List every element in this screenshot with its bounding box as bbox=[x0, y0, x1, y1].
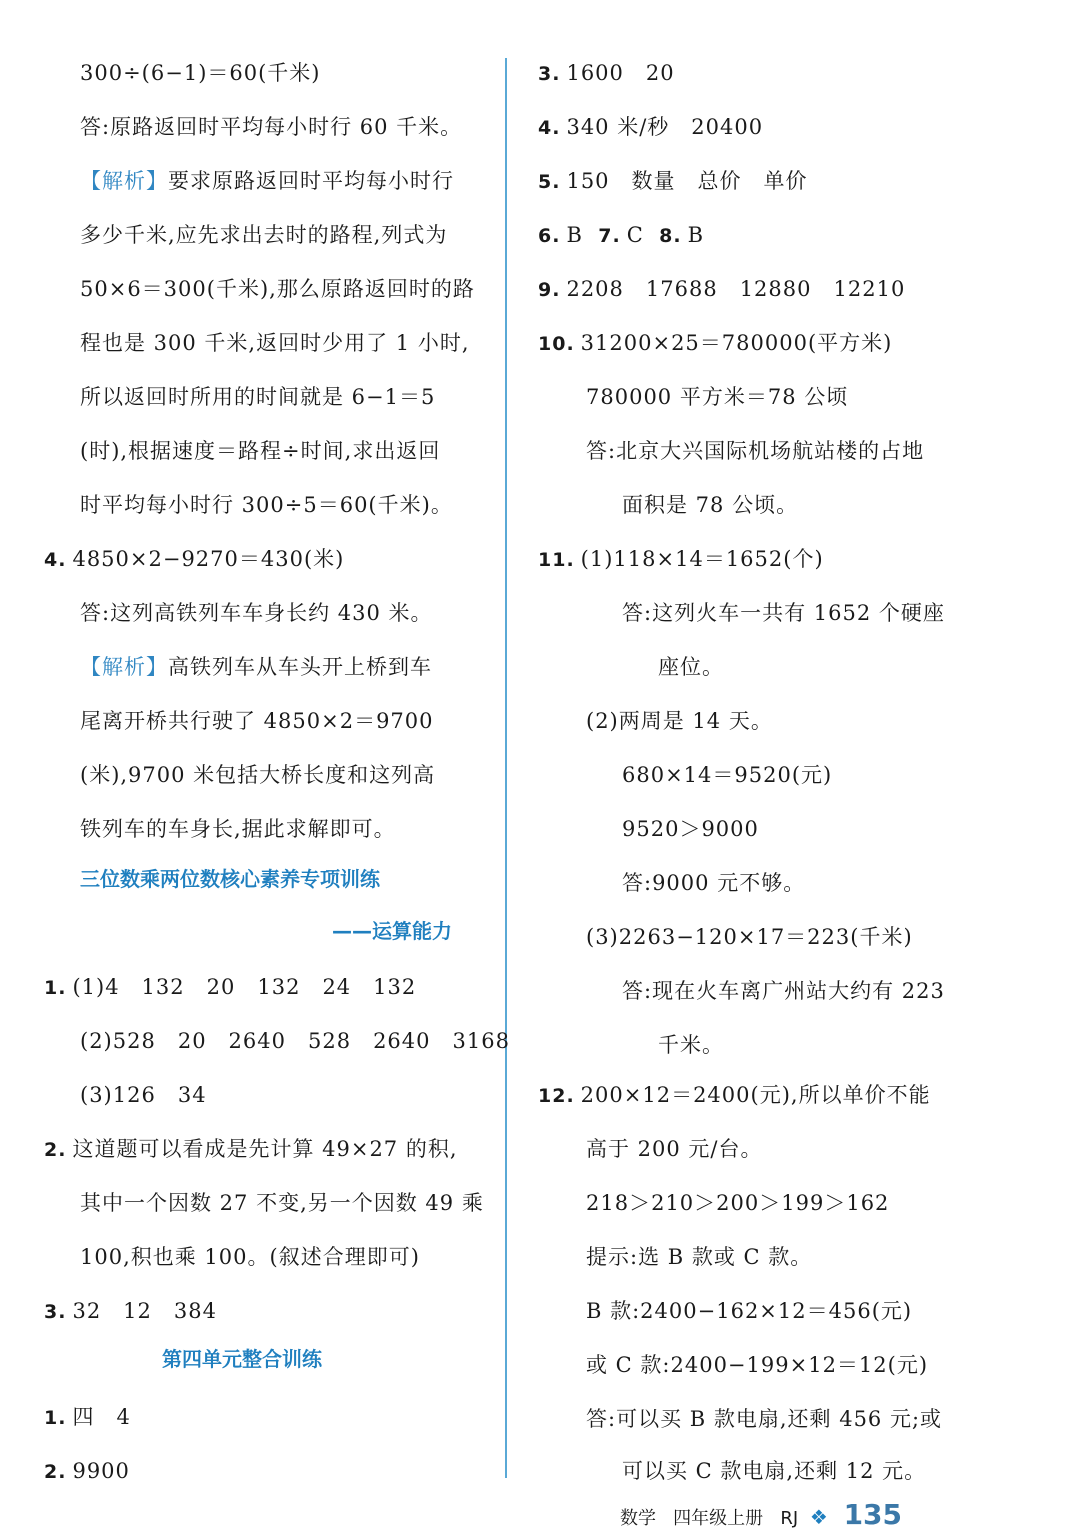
answer-line: 千米。 bbox=[658, 1033, 724, 1057]
question-9 bbox=[538, 274, 905, 305]
question-4 bbox=[538, 112, 763, 143]
question-12 bbox=[538, 1080, 931, 1111]
analysis-line: 程也是 300 千米,返回时少用了 1 小时, bbox=[80, 331, 470, 355]
answer-text: 200×12＝2400(元),所以单价不能 bbox=[580, 1083, 931, 1107]
analysis-line bbox=[80, 652, 432, 682]
analysis-line: 所以返回时所用的时间就是 6−1＝5 bbox=[80, 385, 436, 409]
analysis-line bbox=[80, 166, 454, 196]
section-heading: 三位数乘两位数核心素养专项训练 bbox=[80, 867, 380, 891]
analysis-line: 时平均每小时行 300÷5＝60(千米)。 bbox=[80, 493, 453, 517]
answer-line: (3)126 34 bbox=[80, 1083, 207, 1107]
analysis-line: 铁列车的车身长,据此求解即可。 bbox=[80, 817, 396, 841]
question-number: 8. bbox=[659, 225, 682, 247]
answer-line: 9520＞9000 bbox=[622, 817, 759, 841]
question-number: 4. bbox=[538, 117, 561, 139]
answer-text: 32 12 384 bbox=[72, 1299, 217, 1323]
answer-line: 300÷(6−1)＝60(千米) bbox=[80, 61, 321, 85]
column-divider bbox=[505, 58, 507, 1478]
answer-line: 680×14＝9520(元) bbox=[622, 763, 833, 787]
answer-line: (2)两周是 14 天。 bbox=[586, 709, 773, 733]
question-number: 11. bbox=[538, 549, 575, 571]
page-number: 135 bbox=[843, 1498, 903, 1531]
question-number: 7. bbox=[598, 225, 621, 247]
answer-line: 或 C 款:2400−199×12＝12(元) bbox=[586, 1353, 929, 1377]
answer-line: 答:原路返回时平均每小时行 60 千米。 bbox=[80, 115, 463, 139]
question-6-8 bbox=[538, 220, 704, 251]
answer-line: 答:这列高铁列车车身长约 430 米。 bbox=[80, 601, 433, 625]
question-number: 12. bbox=[538, 1085, 575, 1107]
question-5 bbox=[538, 166, 808, 197]
question-1 bbox=[44, 972, 416, 1003]
answer-line: 提示:选 B 款或 C 款。 bbox=[586, 1245, 813, 1269]
question-2 bbox=[44, 1456, 130, 1487]
answer-line: (3)2263−120×17＝223(千米) bbox=[586, 925, 913, 949]
question-4 bbox=[44, 544, 344, 575]
question-number: 1. bbox=[44, 1407, 67, 1429]
answer-text: 31200×25＝780000(平方米) bbox=[580, 331, 893, 355]
answer-line: 答:北京大兴国际机场航站楼的占地 bbox=[586, 439, 925, 463]
answer-line: 高于 200 元/台。 bbox=[586, 1137, 763, 1161]
answer-text: (1)4 132 20 132 24 132 bbox=[72, 975, 417, 999]
question-number: 10. bbox=[538, 333, 575, 355]
question-number: 9. bbox=[538, 279, 561, 301]
answer-text: 四 4 bbox=[72, 1405, 131, 1429]
question-number: 5. bbox=[538, 171, 561, 193]
analysis-text: 要求原路返回时平均每小时行 bbox=[168, 169, 454, 193]
footer-edition: RJ bbox=[780, 1508, 799, 1529]
question-3 bbox=[538, 58, 675, 89]
answer-line: 780000 平方米＝78 公顷 bbox=[586, 385, 849, 409]
analysis-line: 50×6＝300(千米),那么原路返回时的路 bbox=[80, 277, 475, 301]
answer-line: 答:这列火车一共有 1652 个硬座 bbox=[622, 601, 945, 625]
question-number: 2. bbox=[44, 1139, 67, 1161]
answer-line: 100,积也乘 100。(叙述合理即可) bbox=[80, 1245, 420, 1269]
question-2 bbox=[44, 1134, 458, 1165]
answer-text: 1600 20 bbox=[566, 61, 675, 85]
analysis-tag: 【解析】 bbox=[80, 655, 168, 679]
analysis-line: 尾离开桥共行驶了 4850×2＝9700 bbox=[80, 709, 434, 733]
answer-line: 答:9000 元不够。 bbox=[622, 871, 806, 895]
section-heading: 第四单元整合训练 bbox=[162, 1347, 322, 1371]
question-number: 3. bbox=[44, 1301, 67, 1323]
answer-line: 可以买 C 款电扇,还剩 12 元。 bbox=[622, 1459, 927, 1483]
page-footer bbox=[620, 1500, 902, 1534]
question-number: 3. bbox=[538, 63, 561, 85]
diamond-icon: ❖ bbox=[809, 1505, 828, 1529]
answer-line: 其中一个因数 27 不变,另一个因数 49 乘 bbox=[80, 1191, 484, 1215]
answer-text: 这道题可以看成是先计算 49×27 的积, bbox=[72, 1137, 458, 1161]
answer-line: 座位。 bbox=[658, 655, 724, 679]
question-1 bbox=[44, 1402, 131, 1433]
analysis-text: 高铁列车从车头开上桥到车 bbox=[168, 655, 432, 679]
answer-text: (1)118×14＝1652(个) bbox=[580, 547, 824, 571]
answer-line: B 款:2400−162×12＝456(元) bbox=[586, 1299, 913, 1323]
answer-line: 答:现在火车离广州站大约有 223 bbox=[622, 979, 945, 1003]
answer-text: 2208 17688 12880 12210 bbox=[566, 277, 906, 301]
answer-text: 4850×2−9270＝430(米) bbox=[72, 547, 345, 571]
answer-text: C bbox=[626, 223, 644, 247]
answer-line: 218＞210＞200＞199＞162 bbox=[586, 1191, 890, 1215]
analysis-line: (米),9700 米包括大桥长度和这列高 bbox=[80, 763, 436, 787]
answer-text: 150 数量 总价 单价 bbox=[566, 169, 808, 193]
answer-text: B bbox=[566, 223, 583, 247]
answer-text: 340 米/秒 20400 bbox=[566, 115, 764, 139]
footer-subject: 数学 bbox=[620, 1508, 656, 1529]
question-number: 1. bbox=[44, 977, 67, 999]
answer-text: 9900 bbox=[72, 1459, 130, 1483]
analysis-tag: 【解析】 bbox=[80, 169, 168, 193]
answer-line: 答:可以买 B 款电扇,还剩 456 元;或 bbox=[586, 1407, 943, 1431]
question-10 bbox=[538, 328, 892, 359]
answer-line: 面积是 78 公顷。 bbox=[622, 493, 799, 517]
section-subheading: ——运算能力 bbox=[332, 919, 452, 943]
footer-grade: 四年级上册 bbox=[673, 1508, 764, 1529]
question-number: 6. bbox=[538, 225, 561, 247]
analysis-line: (时),根据速度＝路程÷时间,求出返回 bbox=[80, 439, 441, 463]
question-number: 2. bbox=[44, 1461, 67, 1483]
question-3 bbox=[44, 1296, 217, 1327]
question-number: 4. bbox=[44, 549, 67, 571]
answer-line: (2)528 20 2640 528 2640 3168 bbox=[80, 1029, 510, 1053]
answer-text: B bbox=[687, 223, 705, 247]
question-11 bbox=[538, 544, 824, 575]
analysis-line: 多少千米,应先求出去时的路程,列式为 bbox=[80, 223, 448, 247]
